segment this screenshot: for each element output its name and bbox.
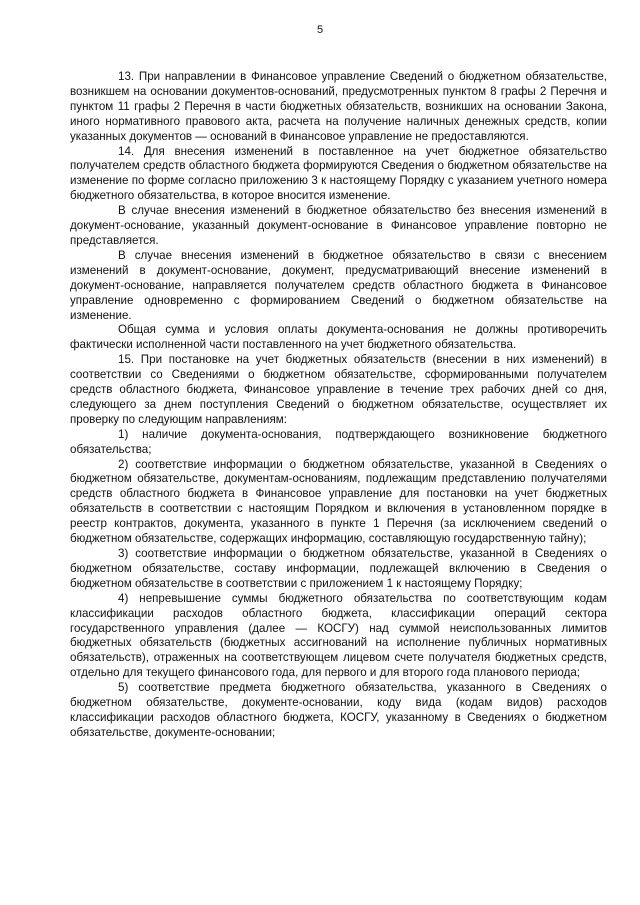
page-number: 5 (316, 24, 324, 36)
paragraph-14: 14. Для внесения изменений в поставленное на учет бюджетное обязательство получателем средств областного бюджета формируются Сведения о бюджетном обязательстве на изменение по форме согласно приложению 3 к настоящему Порядку с указанием учетного номера бюджетного обязательства, в которое вносится изменение. (70, 144, 607, 203)
list-item-2: 2) соответствие информации о бюджетном обязательстве, указанной в Сведениях о бюджетном обязательстве, документам-основаниям, подлежащим представлению получателями средств областного бюджета в Финансовое управление для постановки на учет бюджетных обязательств в соответствии с настоящим Порядком и включения в установленном порядке в реестр контрактов, документа, указанного в пункте 1 Перечня (за исключением сведений о бюджетном обязательстве, содержащих информацию, составляющую государственную тайну); (70, 457, 607, 546)
paragraph-total-sum: Общая сумма и условия оплаты документа-основания не должны противоречить фактически исполненной части поставленного на учет бюджетного обязательства. (70, 323, 607, 352)
list-item-4: 4) непревышение суммы бюджетного обязательства по соответствующим кодам классификации расходов областного бюджета, классификации операций сектора государственного управления (далее — КОСГУ) над суммой неиспользованных лимитов бюджетных обязательств (бюджетных ассигнований на исполнение публичных нормативных обязательств), отраженных на соответствующем лицевом счете получателя бюджетных средств, отдельно для текущего финансового года, для первого и для второго года планового периода; (70, 591, 607, 680)
list-item-3: 3) соответствие информации о бюджетном обязательстве, указанной в Сведениях о бюджетном обязательстве, составу информации, подлежащей включению в Сведения о бюджетном обязательстве в соответствии с приложением 1 к настоящему Порядку; (70, 547, 607, 590)
paragraph-13: 13. При направлении в Финансовое управление Сведений о бюджетном обязательстве, возникшем на основании документов-оснований, предусмотренных пунктом 8 графы 2 Перечня и пунктом 11 графы 2 Перечня в части бюджетных обязательств, возникших на основании Закона, иного нормативного правового акта, расчета на получение наличных денежных средств, копии указанных документов — оснований в Финансовое управление не предоставляются. (70, 70, 607, 143)
paragraph-15: 15. При постановке на учет бюджетных обязательств (внесении в них изменений) в соответствии со Сведениями о бюджетном обязательстве, сформированными получателем средств областного бюджета, Финансовое управление в течение трех рабочих дней со дня, следующего за днем поступления Сведений о бюджетном обязательстве, осуществляет их проверку по следующим направлениям: (70, 353, 607, 426)
paragraph-change-basis: В случае внесения изменений в бюджетное обязательство в связи с внесением изменений в документ-основание, документ, предусматривающий внесение изменений в документ-основание, направляется получателем средств областного бюджета в Финансовое управление одновременно с формированием Сведений о бюджетном обязательстве на изменение. (70, 248, 607, 322)
list-item-1: 1) наличие документа-основания, подтверждающего возникновение бюджетного обязательства; (70, 427, 607, 456)
list-item-5: 5) соответствие предмета бюджетного обязательства, указанного в Сведениях о бюджетном обязательстве, документе-основании, коду вида (кодам видов) расходов классификации расходов областного бюджета, КОСГУ, указанному в Сведениях о бюджетном обязательстве, документе-основании; (70, 681, 607, 739)
paragraph-no-change-basis: В случае внесения изменений в бюджетное обязательство без внесения изменений в документ-основание, указанный документ-основание в Финансовое управление повторно не представляется. (70, 204, 607, 247)
document-body (70, 70, 607, 741)
